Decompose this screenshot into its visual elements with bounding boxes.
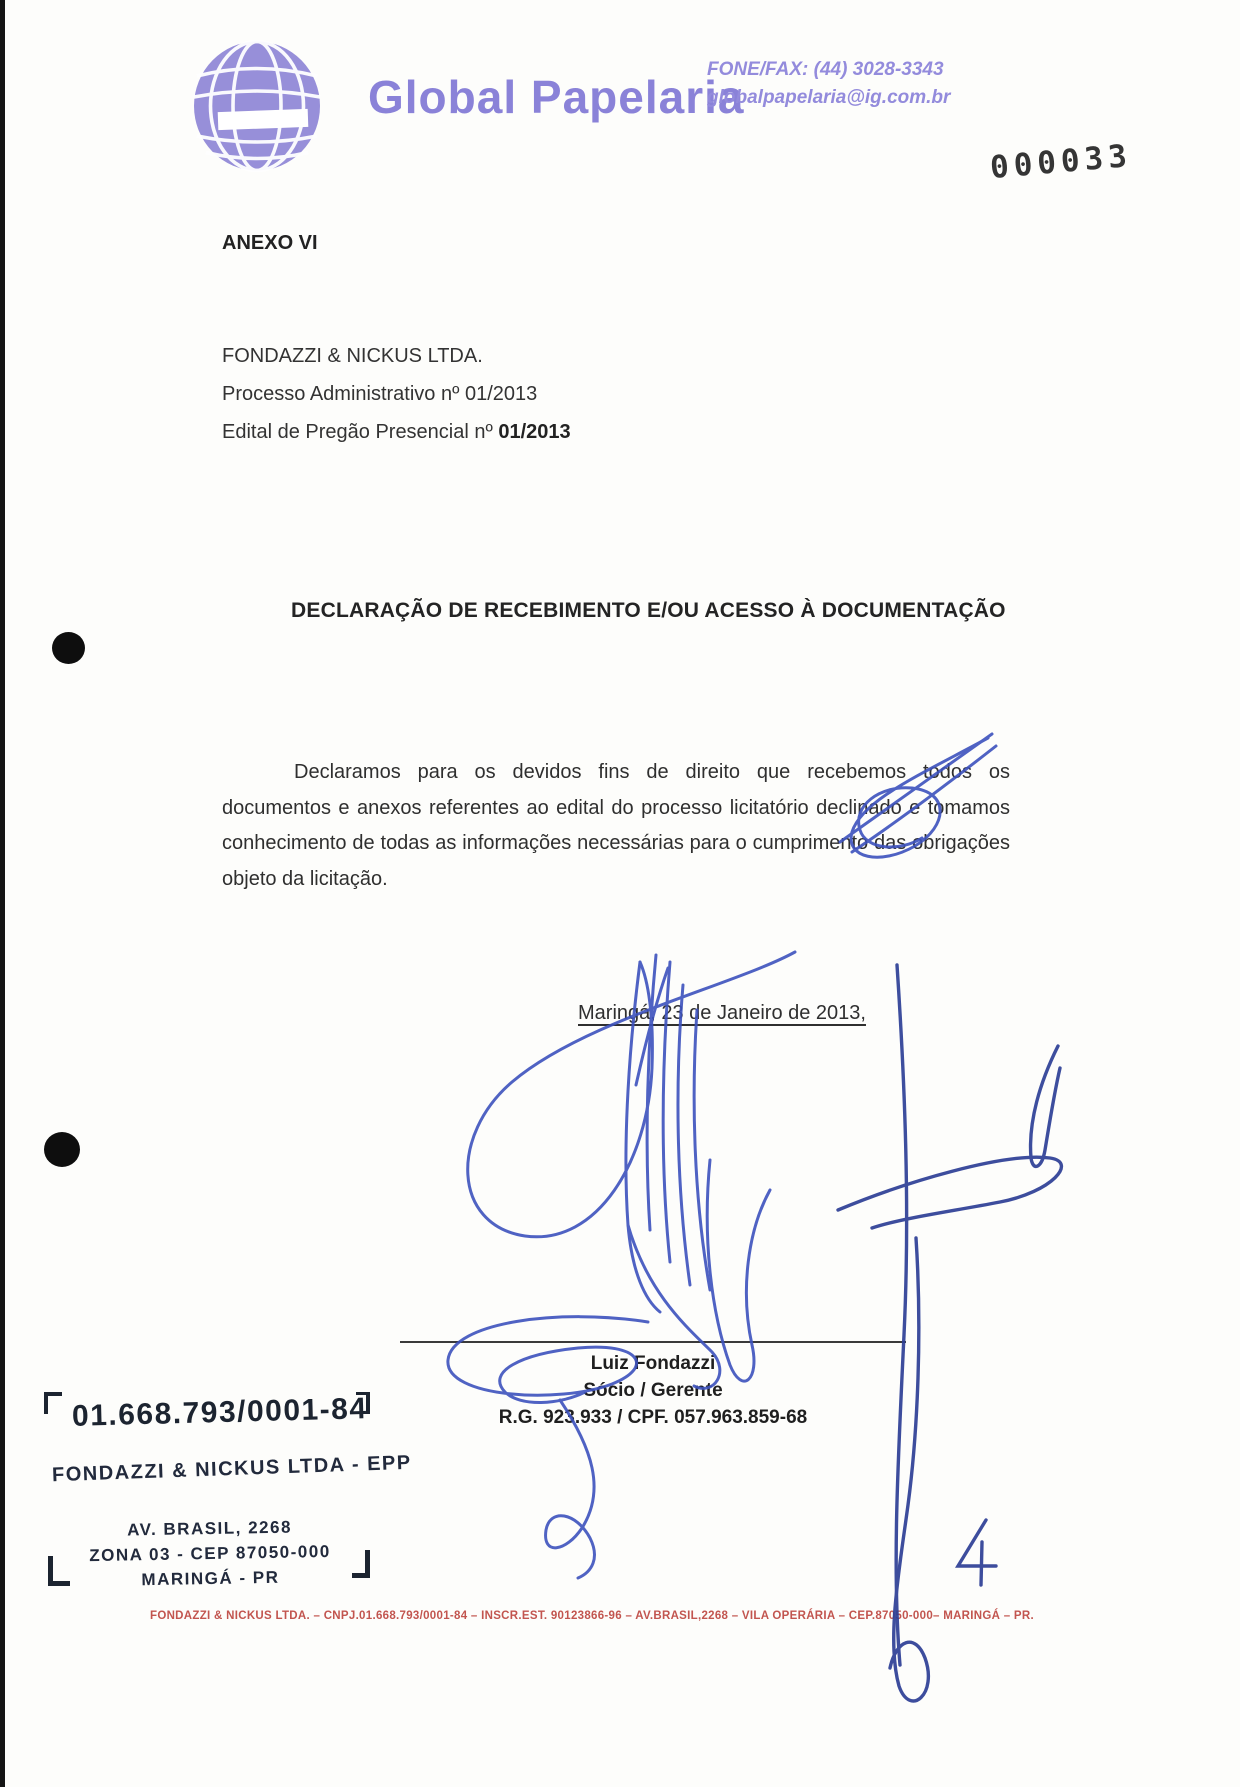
hole-punch-mark [52,632,85,664]
stamp-cnpj: 01.668.793/0001-84 [71,1392,368,1433]
stamp-address-line-3: MARINGÁ - PR [141,1567,280,1590]
signatory-role: Sócio / Gerente [583,1380,723,1401]
signatory-block [400,1350,906,1431]
document-title: DECLARAÇÃO DE RECEBIMENTO E/OU ACESSO À DOCUMENTAÇÃO [291,599,1006,622]
scan-edge-artifact [0,0,5,1787]
stamp-address-line-1: AV. BRASIL, 2268 [127,1517,293,1540]
header-contact-info [707,56,950,112]
right-signature-scribble [838,965,1061,1701]
email-line: globalpapelaria@ig.com.br [707,87,951,108]
stamp-address-line-2: ZONA 03 - CEP 87050-000 [89,1541,331,1566]
stamp-company-name: FONDAZZI & NICKUS LTDA - EPP [51,1451,413,1487]
signatory-name: Luiz Fondazzi [590,1353,716,1374]
stamp-address [59,1513,360,1593]
signatory-ids: R.G. 923.933 / CPF. 057.963.859-68 [498,1407,808,1428]
process-line: Processo Administrativo nº 01/2013 [222,383,538,405]
stamped-page-number: 000033 [988,137,1134,187]
annex-heading: ANEXO VI [222,232,318,254]
declaration-paragraph: Declaramos para os devidos fins de direito que recebemos todos os documentos e anexos referentes ao edital do processo licitatório declinado e tomamos conhecimento de todas as informações necessárias para o cumprimento das obrigações objeto da licitação. [222,761,1010,890]
globe-logo-icon [188,40,338,172]
edital-number: 01/2013 [498,421,571,443]
signature-rule [400,1341,906,1343]
date-line: Maringá, 23 de Janeiro de 2013, [578,1002,866,1024]
phone-fax-line: FONE/FAX: (44) 3028-3343 [707,59,944,80]
hole-punch-mark [44,1132,80,1167]
brand-name: Global Papelaria [368,71,745,123]
edital-line [222,421,571,444]
footer-company-info: FONDAZZI & NICKUS LTDA. – CNPJ.01.668.793/0001-84 – INSCR.EST. 90123866-96 – AV.BRASIL,2268 – VILA OPERÁRIA – CEP.87050-000– MARINGÁ – PR. [150,1610,1034,1622]
addressee-company: FONDAZZI & NICKUS LTDA. [222,345,483,367]
stamp-corner-mark [44,1392,62,1414]
edital-prefix: Edital de Pregão Presencial nº [222,421,499,443]
